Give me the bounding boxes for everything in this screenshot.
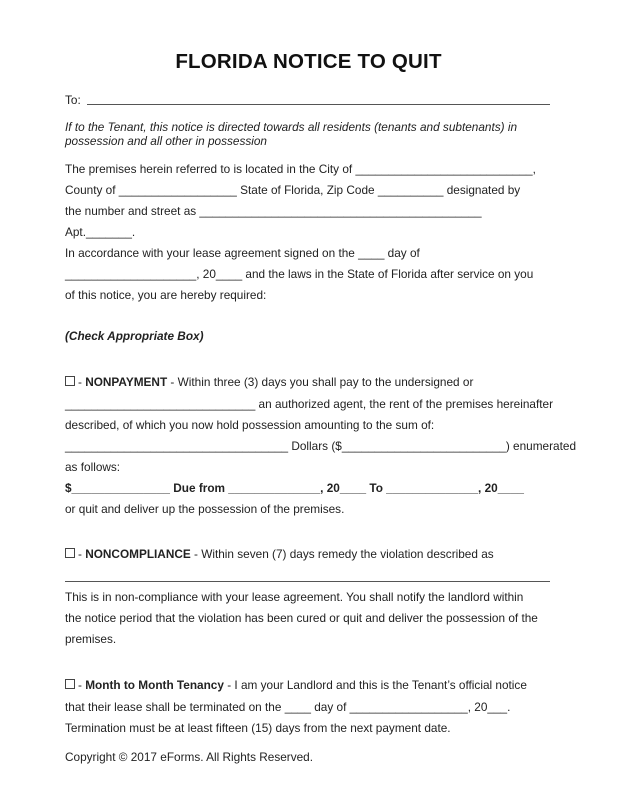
check-heading: (Check Appropriate Box) <box>65 329 204 343</box>
to-field-underline[interactable] <box>87 104 550 105</box>
required-line: of this notice, you are hereby required: <box>65 288 267 302</box>
noncompliance-label: NONCOMPLIANCE <box>85 547 191 561</box>
noncompliance-text: - Within seven (7) days remedy the violation described as <box>190 547 494 561</box>
nonpayment-line-4: __________________________________ Dollars ($_________________________) enumerated <box>65 439 577 453</box>
apt-line: Apt._______. <box>65 225 136 239</box>
month-to-month-line-3: Termination must be at least fifteen (15) days from the next payment date. <box>65 721 451 735</box>
month-to-month-line-1 <box>65 678 527 692</box>
nonpayment-line-1 <box>65 375 473 389</box>
county-zip-line: County of __________________ State of Florida, Zip Code __________ designated by <box>65 183 521 197</box>
to-label: To: <box>65 93 81 107</box>
nonpayment-checkbox[interactable] <box>65 376 75 386</box>
document-title: FLORIDA NOTICE TO QUIT <box>175 50 442 73</box>
lease-agreement-line: In accordance with your lease agreement signed on the ____ day of <box>65 246 420 260</box>
copyright-footer: Copyright © 2017 eForms. All Rights Reserved. <box>65 750 314 764</box>
to-line <box>65 93 81 107</box>
nonpayment-line-7: or quit and deliver up the possession of the premises. <box>65 502 345 516</box>
premises-city-line: The premises herein referred to is located in the City of ___________________________, <box>65 162 536 176</box>
nonpayment-text: - Within three (3) days you shall pay to the undersigned or <box>167 375 474 389</box>
month-to-month-line-2: that their lease shall be terminated on the ____ day of __________________, 20___. <box>65 700 511 714</box>
noncompliance-prefix: - <box>78 547 86 561</box>
month-to-month-text: - I am your Landlord and this is the Tenant’s official notice <box>223 678 527 692</box>
nonpayment-line-6: $_______________ Due from ______________, 20____ To ______________, 20____ <box>65 481 524 495</box>
noncompliance-checkbox[interactable] <box>65 548 75 558</box>
nonpayment-label: NONPAYMENT <box>85 375 168 389</box>
noncompliance-line-4: premises. <box>65 632 117 646</box>
month-to-month-checkbox[interactable] <box>65 679 75 689</box>
month-to-month-prefix: - <box>78 678 86 692</box>
street-line: the number and street as ___________________________________________ <box>65 204 482 218</box>
lease-date-line: ____________________, 20____ and the laws in the State of Florida after service on you <box>65 267 534 281</box>
nonpayment-prefix: - <box>78 375 86 389</box>
nonpayment-line-5: as follows: <box>65 460 121 474</box>
nonpayment-line-2: _____________________________ an authorized agent, the rent of the premises hereinafter <box>65 397 553 411</box>
violation-field-underline[interactable] <box>65 581 550 582</box>
noncompliance-line-2: This is in non-compliance with your lease agreement. You shall notify the landlord within <box>65 590 524 604</box>
intro-italic-line-2: possession and all other in possession <box>65 134 267 148</box>
noncompliance-line-3: the notice period that the violation has been cured or quit and deliver the possession of the <box>65 611 538 625</box>
month-to-month-label: Month to Month Tenancy <box>85 678 224 692</box>
nonpayment-line-3: described, of which you now hold possession amounting to the sum of: <box>65 418 435 432</box>
noncompliance-line-1 <box>65 547 494 561</box>
intro-italic-line-1: If to the Tenant, this notice is directed towards all residents (tenants and subtenants) in <box>65 120 518 134</box>
